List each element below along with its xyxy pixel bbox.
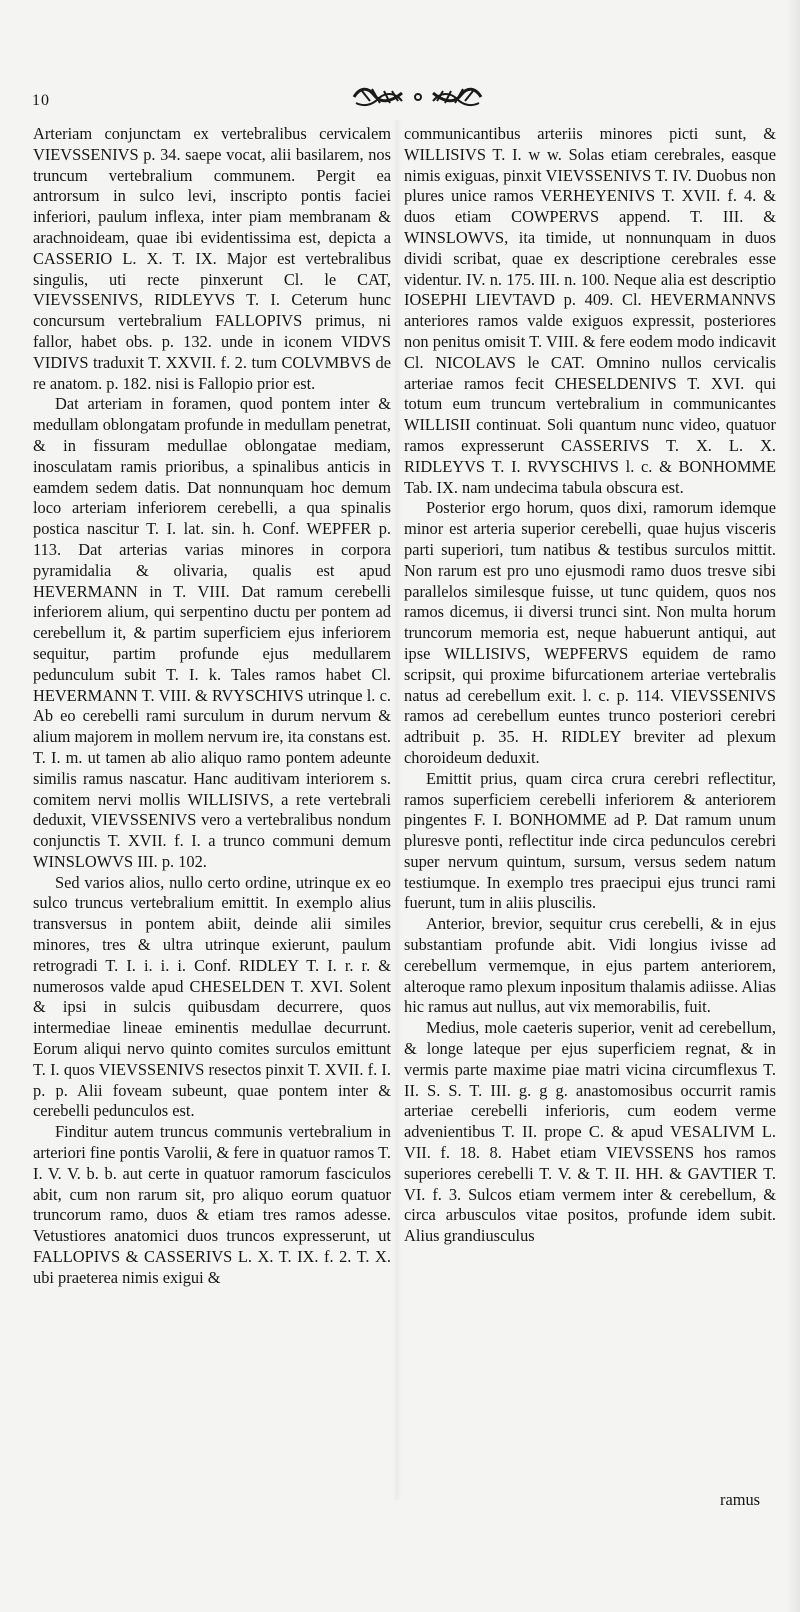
paragraph: Medius, mole caeteris superior, venit ad cerebellum, & longe lateque per ejus superficiem regnat, & in vermis parte maxime piae matri vicina circumflexus T. II. S. S. T. III. g. g g. anastomosibus occurrit ramis arteriae cerebelli inferioris, cum eodem verme advenientibus T. II. prope C. & apud VESALIVM L. VII. f. 18. 8. Habet etiam VIEVSSENS hos ramos superiores cerebelli T. V. & T. II. HH. & GAVTIER T. VI. f. 3. Sulcos etiam vermem inter & cerebellum, & circa arbusculos vitae positos, profunde idem subit. Alius grandiusculus	[404, 1018, 776, 1246]
ornament-circle-icon	[414, 93, 422, 101]
left-column	[33, 124, 391, 1289]
paragraph: Arteriam conjunctam ex vertebralibus cervicalem VIEVSSENIVS p. 34. saepe vocat, alii basilarem, nos truncum vertebralium communem. Pergit ea antrorsum in sulco levi, inscripto pontis faciei inferiori, paulum inflexa, inter piam membranam & arachnoideam, quae ibi evidentissima est, depicta a CASSERIO L. X. T. IX. Major est vertebralibus singulis, uti recte pinxerunt Cl. le CAT, VIEVSSENIVS, RIDLEYVS T. I. Ceterum hunc concursum vertebralium FALLOPIVS primus, ni fallor, habet obs. p. 132. unde in iconem VIDVS VIDIVS traduxit T. XXVII. f. 2. tum COLVMBVS de re anatom. p. 182. nisi is Fallopio prior est.	[33, 124, 391, 393]
paragraph: Finditur autem truncus communis vertebralium in arteriori fine pontis Varolii, & fere in quatuor ramos T. I. V. V. b. b. aut certe in quatuor ramorum fasciculos abit, cum non rarum sit, pro aliquo eorum quatuor truncorum ramo, duos & etiam tres ramos adesse. Vetustiores anatomici duos truncos expresserunt, ut FALLOPIVS & CASSERIVS L. X. T. IX. f. 2. T. X. ubi praeterea nimis exigui &	[33, 1122, 391, 1287]
page-number: 10	[32, 92, 50, 109]
fleuron-icon	[350, 85, 406, 109]
paragraph: Sed varios alios, nullo certo ordine, utrinque ex eo sulco truncus vertebralium emittit. In exemplo alius transversus in pontem abiit, deinde alii similes minores, tres & ultra utrinque exierunt, paulum retrogradi T. I. i. i. i. Conf. RIDLEY T. I. r. r. & numerosos valde apud CHESELDEN T. XVI. Solent & ipsi in sulcis quibusdam decurrere, quos intermediae lineae eminentis medullae decurrunt. Eorum aliqui nervo quinto comites surculos emittunt T. I. quos VIEVSSENIVS resectos pinxit T. XVII. f. I. p. p. Alii foveam subeunt, quae pontem inter & cerebelli pedunculos est.	[33, 872, 391, 1121]
paragraph: Anterior, brevior, sequitur crus cerebelli, & in ejus substantiam profunde abit. Vidi longius ivisse ad cerebellum vermemque, in ejus partem anteriorem, alteroque ramo plexum inpositum thalamis adiisse. Alias hic ramus aut nullus, aut vix memorabilis, fuit.	[404, 914, 776, 1017]
paragraph: Dat arteriam in foramen, quod pontem inter & medullam oblongatam profunde in medullam penetrat, & in fissuram medullae oblongatae mediam, inosculatam ramis prioribus, a spinalibus anticis in eamdem sedem datis. Dat nonnunquam hoc demum loco arteriam inferiorem cerebelli, a qua spinalis postica nascitur T. I. lat. sin. h. Conf. WEPFER p. 113. Dat arterias varias minores in corpora pyramidalia & olivaria, qualis est apud HEVERMANN in T. VIII. Dat ramum cerebelli inferiorem alium, qui serpentino ductu per pontem ad cerebellum it, & partim superficiem ejus inferiorem sequitur, partim profunde ejus medullarem pedunculum subit T. I. k. Tales ramos habet Cl. HEVERMANN T. VIII. & RVYSCHIVS utrinque l. c. Ab eo cerebelli rami surculum in durum nervum & alium majorem in mollem nervum ire, ita constans est. T. I. m. ut tamen ab alio aliquo ramo pontem adeunte similis ramus nascatur. Hanc auditivam interiorem s. comitem nervi mollis WILLISIVS, a rete vertebrali deduxit, VIEVSSENIVS vero a vertebralibus nondum conjunctis T. XVII. f. I. a trunco communi demum WINSLOWVS III. p. 102.	[33, 394, 391, 871]
fleuron-icon	[429, 85, 485, 109]
paragraph: communicantibus arteriis minores picti sunt, & WILLISIVS T. I. w w. Solas etiam cerebrales, easque nimis exiguas, pinxit VIEVSSENIVS T. IV. Duobus non plures unice ramos VERHEYENIVS T. XVII. f. 4. & duos etiam COWPERVS append. T. III. & WINSLOWVS, ita timide, ut nonnunquam in duos dividi scribat, quae ex descriptione cerebrales esse videntur. IV. n. 175. III. n. 100. Neque alia est descriptio IOSEPHI LIEVTAVD p. 409. Cl. HEVERMANNVS anteriores ramos valde exiguos expressit, posteriores non penitus omisit T. VIII. & fere eodem modo indicavit Cl. NICOLAVS le CAT. Omnino nullos cervicalis arteriae ramos fecit CHESELDENIVS T. XVI. qui totum eum truncum vertebralium in communicantes WILLISII continuat. Soli quantum nunc video, quatuor ramos expresserunt CASSERIVS T. X. L. X. RIDLEYVS T. I. RVYSCHIVS l. c. & BONHOMME Tab. IX. nam undecima tabula obscura est.	[404, 124, 776, 497]
right-column	[404, 124, 776, 1247]
paragraph: Emittit prius, quam circa crura cerebri reflectitur, ramos superficiem cerebelli inferiorem & anteriorem pingentes F. I. BONHOMME ad P. Dat ramum unum pluresve ponti, reflectitur inde circa pedunculos cerebri super nervum quintum, sursum, versus sedem natum testiumque. In exemplo tres praecipui ejus trunci rami fuerunt, tum in aliis pluscilis.	[404, 768, 776, 913]
header-ornament	[350, 82, 485, 112]
page-edge-shadow	[786, 0, 800, 1612]
catchword: ramus	[720, 1490, 761, 1509]
paragraph: Posterior ergo horum, quos dixi, ramorum idemque minor est arteria superior cerebelli, quae hujus visceris parti superiori, tum natibus & testibus surculos mittit. Non rarum est pro uno ejusmodi ramo duos tresve sibi parallelos similesque fuisse, ut tunc quidem, quos nos ramos dicemus, ii diversi trunci sint. Non multa horum truncorum memoria est, neque habuerunt antiqui, aut ipse WILLISIVS, WEPFERVS equidem de ramo scripsit, qui proxime bifurcationem arteriae vertebralis natus ad cerebellum exit. l. c. p. 114. VIEVSSENIVS ramos ad cerebellum euntes trunco posteriori cerebri adtribuit p. 35. H. RIDLEY breviter ad plexum choroideum deduxit.	[404, 498, 776, 767]
gutter-shadow	[392, 120, 402, 1500]
